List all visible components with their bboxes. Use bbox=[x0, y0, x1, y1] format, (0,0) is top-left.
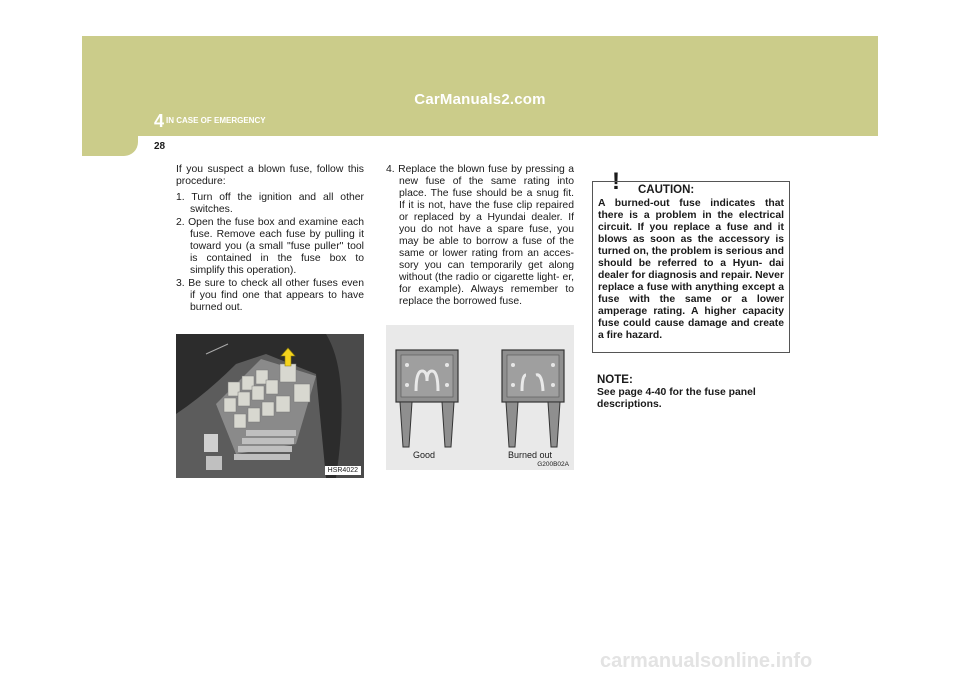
good-fuse-icon bbox=[396, 350, 458, 447]
note-title: NOTE: bbox=[597, 374, 633, 386]
caution-box bbox=[592, 181, 790, 353]
chapter-number: 4 bbox=[154, 111, 165, 131]
caution-text: A burned-out fuse indicates that there is a problem in the electrical circuit. If you replace a fuse and it blows as soon as the accessory is turned on, the problem is serious and should be referred to a Hyun- dai dealer for diagnosis and repair. Never replace a fuse with anything except a fuse with the same or a lower amperage rating. A higher capacity fuse could cause damage and create a fire hazard. bbox=[598, 198, 784, 341]
burned-fuse-icon bbox=[502, 350, 564, 447]
svg-text:!: ! bbox=[612, 168, 620, 194]
figure-code: G200B02A bbox=[537, 461, 569, 468]
intro-paragraph: If you suspect a blown fuse, follow this procedure: bbox=[176, 164, 364, 187]
fuse-box-photo bbox=[176, 334, 364, 478]
step-item: 2. Open the fuse box and examine each fuse. Remove each fuse by pulling it toward you (a small "fuse puller" tool is contained in the fuse box to simplify this operation). bbox=[176, 217, 364, 276]
fuse-box-illustration bbox=[176, 334, 364, 478]
header-watermark[interactable]: CarManuals2.com bbox=[414, 91, 546, 108]
page-number: 28 bbox=[154, 141, 166, 152]
procedure-column bbox=[176, 164, 364, 315]
burned-fuse-label: Burned out bbox=[508, 450, 553, 460]
step-item: 4. Replace the blown fuse by pressing a new fuse of the same rating into place. The fuse should be a snug fit. If it is not, have the fuse clip repaired or replaced by a Hyundai dealer. If you do not have a spare fuse, you may be able to borrow a fuse of the same or lower rating from an acces- sory you can temporarily get along without (the radio or cigarette light- er, for example). Always remember to replace the borrowed fuse. bbox=[386, 164, 574, 307]
good-fuse-label: Good bbox=[413, 450, 436, 460]
note-block bbox=[597, 374, 785, 411]
page-number-tab bbox=[82, 136, 138, 156]
photo-code: HSR4022 bbox=[325, 466, 361, 475]
footer-watermark[interactable]: carmanualsonline.info bbox=[600, 650, 813, 672]
step-item: 1. Turn off the ignition and all other switches. bbox=[176, 192, 364, 215]
step-item: 3. Be sure to check all other fuses even if you find one that appears to have burned out. bbox=[176, 278, 364, 313]
fuse-figure bbox=[386, 325, 574, 470]
fuse-diagram bbox=[386, 325, 574, 470]
chapter-title: IN CASE OF EMERGENCY bbox=[166, 116, 266, 125]
note-text: See page 4-40 for the fuse panel descriptions. bbox=[597, 387, 756, 410]
caution-title: CAUTION: bbox=[638, 184, 695, 196]
replace-column bbox=[386, 164, 574, 308]
